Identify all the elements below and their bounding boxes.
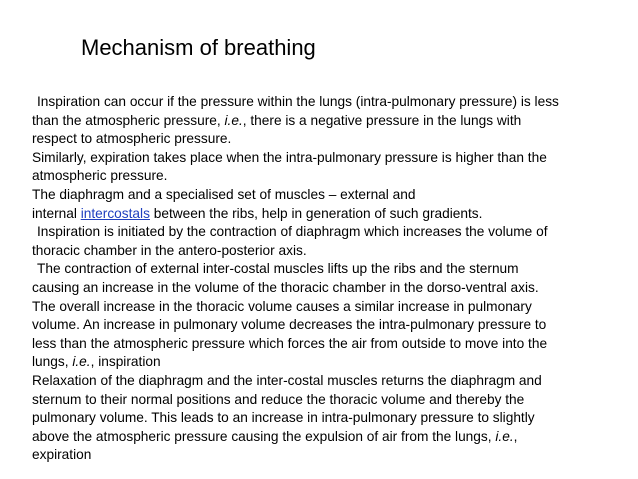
text-span: less than the atmospheric pressure which forces the air from outside to move into the [32,335,548,351]
text-line [32,279,632,298]
text-line [32,372,632,391]
text-span: , [513,428,518,444]
text-line [32,149,632,168]
text-span: , inspiration [90,354,161,370]
text-span: sternum to their normal positions and reduce the thoracic volume and thereby the [32,391,525,407]
text-line [32,298,632,317]
text-line [32,205,632,224]
text-span: expiration [32,447,92,463]
text-line [32,391,632,410]
slide-body-text [32,93,632,465]
text-span: pulmonary volume. This leads to an increase in intra-pulmonary pressure to slightly [32,410,535,426]
text-line [32,223,632,242]
text-span: Similarly, expiration takes place when the intra-pulmonary pressure is higher than the [32,149,547,165]
text-span: Inspiration is initiated by the contraction of diaphragm which increases the volume of [37,224,548,240]
text-span: atmospheric pressure. [32,168,168,184]
text-line [32,353,632,372]
text-line [32,112,632,131]
text-line [32,93,632,112]
text-span: causing an increase in the volume of the thoracic chamber in the dorso-ventral axis. [32,279,539,295]
text-line [32,428,632,447]
text-span: volume. An increase in pulmonary volume decreases the intra-pulmonary pressure to [32,317,547,333]
text-span: The diaphragm and a specialised set of muscles – external and [32,186,416,202]
text-line [32,167,632,186]
text-line [32,260,632,279]
italic-text: i.e. [495,428,514,444]
text-span: above the atmospheric pressure causing the expulsion of air from the lungs, [32,428,496,444]
text-span: , there is a negative pressure in the lungs with [242,112,522,128]
text-line [32,130,632,149]
slide-title: Mechanism of breathing [81,35,316,60]
text-span: Inspiration can occur if the pressure within the lungs (intra-pulmonary pressure) is less [37,94,559,109]
italic-text: i.e. [72,354,91,370]
text-line [32,186,632,205]
text-line [32,242,632,261]
text-span: lungs, [32,354,73,370]
italic-text: i.e. [224,112,243,128]
text-span: than the atmospheric pressure, [32,112,225,128]
text-span: between the ribs, help in generation of such gradients. [149,205,483,221]
text-span: internal [32,205,81,221]
text-line [32,335,632,354]
text-span: thoracic chamber in the antero-posterior axis. [32,242,307,258]
text-line [32,316,632,335]
text-span: The contraction of external inter-costal muscles lifts up the ribs and the sternum [37,261,519,277]
text-span: Relaxation of the diaphragm and the inter-costal muscles returns the diaphragm and [32,372,542,388]
text-span: respect to atmospheric pressure. [32,131,232,147]
text-span: The overall increase in the thoracic volume causes a similar increase in pulmonary [32,298,532,314]
text-line [32,446,632,465]
text-line [32,409,632,428]
intercostals-link[interactable]: intercostals [80,205,150,221]
